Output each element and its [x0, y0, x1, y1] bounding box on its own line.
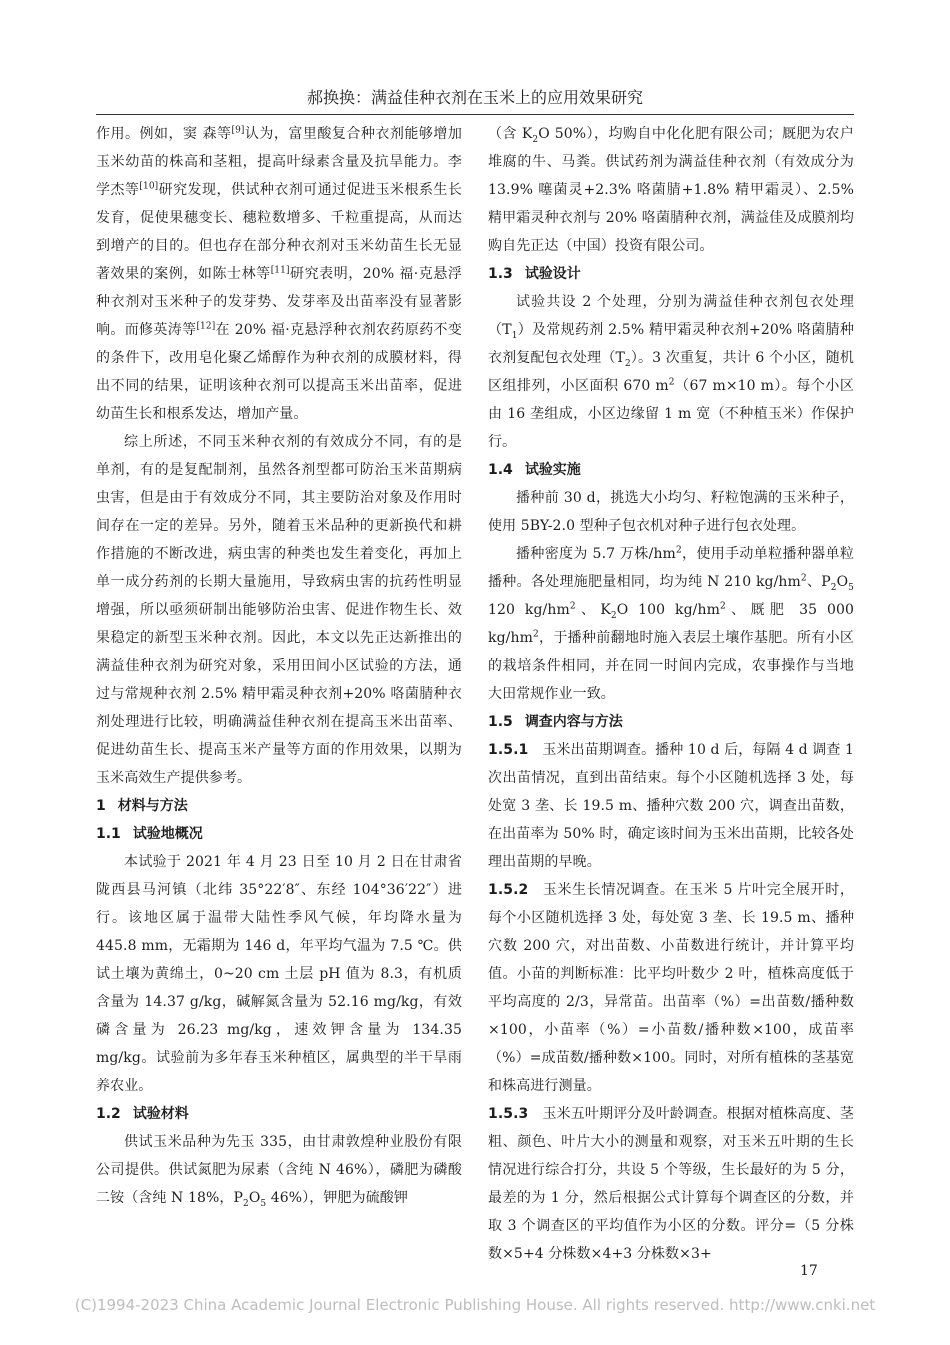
section-heading-1-5: 1.5 调查内容与方法	[488, 714, 623, 730]
paragraph-site: 本试验于 2021 年 4 月 23 日至 10 月 2 日在甘肃省陇西县马河镇（北纬 35°22′8″、东经 104°36′22″）进行。该地区属于温带大陆性季风气候，年均降水量为 445.8 mm，无霜期为 146 d，年平均气温为 7.5 ℃。供试土壤为黄绵土，0~20 cm 土层 pH 值为 8.3，有机质含量为 14.37 g/kg，碱解氮含量为 52.16 mg/kg，有效磷含量为 26.23 mg/kg，速效钾含量为 134.35 mg/kg。试验前为多年春玉米种植区，属典型的半干旱雨养农业。	[96, 854, 462, 1094]
paragraph-design: 试验共设 2 个处理，分别为满益佳种衣剂包衣处理$(T_1)$及常规药剂 2.5% 精甲霜灵种衣剂+20% 咯菌腈种衣剂复配包衣处理$(T_2)$。3 次重复，共计 6 个小区，随机区组排列，小区面积 670 $m^2(67$ m×10 m）。每个小区由 16 垄组成，小区边缘留 1 m 宽（不种植玉米）作保护行。	[488, 294, 854, 450]
right-column	[488, 120, 854, 1268]
running-header: 郝换换：满益佳种衣剂在玉米上的应用效果研究	[306, 88, 643, 107]
section-heading-1-4: 1.4 试验实施	[488, 462, 581, 478]
copyright-footer: (C)1994-2023 China Academic Journal Electronic Publishing House. All rights reserved. http://www.cnki.net	[74, 1296, 876, 1314]
paragraph-materials: 供试玉米品种为先玉 335，由甘肃敦煌种业股份有限公司提供。供试氮肥为尿素（含纯 N 46%），磷肥为磷酸二铵（含纯 N 18%，$P_2O_5$ 46%），钾肥为硫酸钾	[96, 1134, 462, 1209]
section-heading-1-3: 1.3 试验设计	[488, 266, 581, 282]
left-column	[96, 120, 462, 1212]
section-heading-1: 1 材料与方法	[96, 798, 188, 814]
paragraph-summary: 综上所述，不同玉米种衣剂的有效成分不同，有的是单剂，有的是复配制剂，虽然各剂型都可防治玉米苗期病虫害，但是由于有效成分不同，其主要防治对象及作用时间存在一定的差异。另外，随着玉米品种的更新换代和耕作措施的不断改进，病虫害的种类也发生着变化，再加上单一成分药剂的长期大量施用，导致病虫害的抗药性明显增强，所以亟须研制出能够防治虫害、促进作物生长、效果稳定的新型玉米种衣剂。因此，本文以先正达新推出的满益佳种衣剂为研究对象，采用田间小区试验的方法，通过与常规种衣剂 2.5% 精甲霜灵种衣剂+20% 咯菌腈种衣剂处理进行比较，明确满益佳种衣剂在提高玉米出苗率、促进幼苗生长、提高玉米产量等方面的作用效果，以期为玉米高效生产提供参考。	[96, 434, 462, 786]
citation-11[interactable]: [11]	[270, 265, 290, 276]
paragraph-growth: 1.5.2 玉米生长情况调查。在玉米 5 片叶完全展开时，每个小区随机选择 3 处，每处宽 3 垄、长 19.5 m、播种穴数 200 穴，对出苗数、小苗数进行统计，并计算平均值。小苗的判断标准：比平均叶数少 2 叶，植株高度低于平均高度的 2/3，异常苗。出苗率（%）=出苗数/播种数×100，小苗率（%）=小苗数/播种数×100，成苗率（%）=成苗数/播种数×100。同时，对所有植株的茎基宽和株高进行测量。	[488, 882, 854, 1094]
page-number: 17	[800, 1263, 818, 1279]
paragraph-emergence: 1.5.1 玉米出苗期调查。播种 10 d 后，每隔 4 d 调查 1 次出苗情况，直到出苗结束。每个小区随机选择 3 处，每处宽 3 垄、长 19.5 m、播种穴数 200 穴，调查出苗数，在出苗率为 50% 时，确定该时间为玉米出苗期，比较各处理出苗期的早晚。	[488, 742, 854, 870]
header-rule	[96, 114, 854, 115]
citation-12[interactable]: [12]	[196, 321, 216, 332]
paragraph-scoring: 1.5.3 玉米五叶期评分及叶龄调查。根据对植株高度、茎粗、颜色、叶片大小的测量和观察，对玉米五叶期的生长情况进行综合打分，共设 5 个等级，生长最好的为 5 分，最差的为 1 分，然后根据公式计算每个调查区的分数，并取 3 个调查区的平均值作为小区的分数。评分=（5 分株数×5+4 分株数×4+3 分株数×3+	[488, 1106, 854, 1262]
section-heading-1-2: 1.2 试验材料	[96, 1106, 189, 1122]
paragraph-materials-cont: （含 $K_2O$ 50%），均购自中化化肥有限公司；厩肥为农户堆腐的牛、马粪。供试药剂为满益佳种衣剂（有效成分为 13.9% 噻菌灵+2.3% 咯菌腈+1.8% 精甲霜灵）、2.5% 精甲霜灵种衣剂与 20% 咯菌腈种衣剂，满益佳及成膜剂均购自先正达（中国）投资有限公司。	[488, 126, 854, 254]
paragraph-seed-coating: 播种前 30 d，挑选大小均匀、籽粒饱满的玉米种子，使用 5BY-2.0 型种子包衣机对种子进行包衣处理。	[488, 490, 854, 534]
paragraph-intro-refs: 作用。例如，窦 森等[9]认为，富里酸复合种衣剂能够增加玉米幼苗的株高和茎粗，提高叶绿素含量及抗旱能力。李学杰等[10]研究发现，供试种衣剂可通过促进玉米根系生长发育，促使果穗变长、穗粒数增多、千粒重提高，从而达到增产的目的。但也存在部分种衣剂对玉米幼苗生长无显著效果的案例，如陈士林等[11]研究表明，20% 福·克悬浮种衣剂对玉米种子的发芽势、发芽率及出苗率没有显著影响。而修英涛等[12]在 20% 福·克悬浮种衣剂农药原药不变的条件下，改用皂化聚乙烯醇作为种衣剂的成膜材料，得出不同的结果，证明该种衣剂可以提高玉米出苗率，促进幼苗生长和根系发达，增加产量。	[96, 125, 463, 422]
section-heading-1-1: 1.1 试验地概况	[96, 826, 203, 842]
citation-10[interactable]: [10]	[139, 181, 159, 192]
paragraph-sowing: 播种密度为 5.7 万株$/hm^2$，使用手动单粒播种器单粒播种。各处理施肥量相同，均为纯 N 210 $kg/hm^2$、$P_2O_5$ 120 $kg/hm^2$、$K_2O$ 100 $kg/hm^2$、厩肥 35 000 $kg/hm^2$，于播种前翻地时施入表层土壤作基肥。所有小区的栽培条件相同，并在同一时间内完成，农事操作与当地大田常规作业一致。	[488, 545, 855, 702]
citation-9[interactable]: [9]	[231, 125, 245, 136]
